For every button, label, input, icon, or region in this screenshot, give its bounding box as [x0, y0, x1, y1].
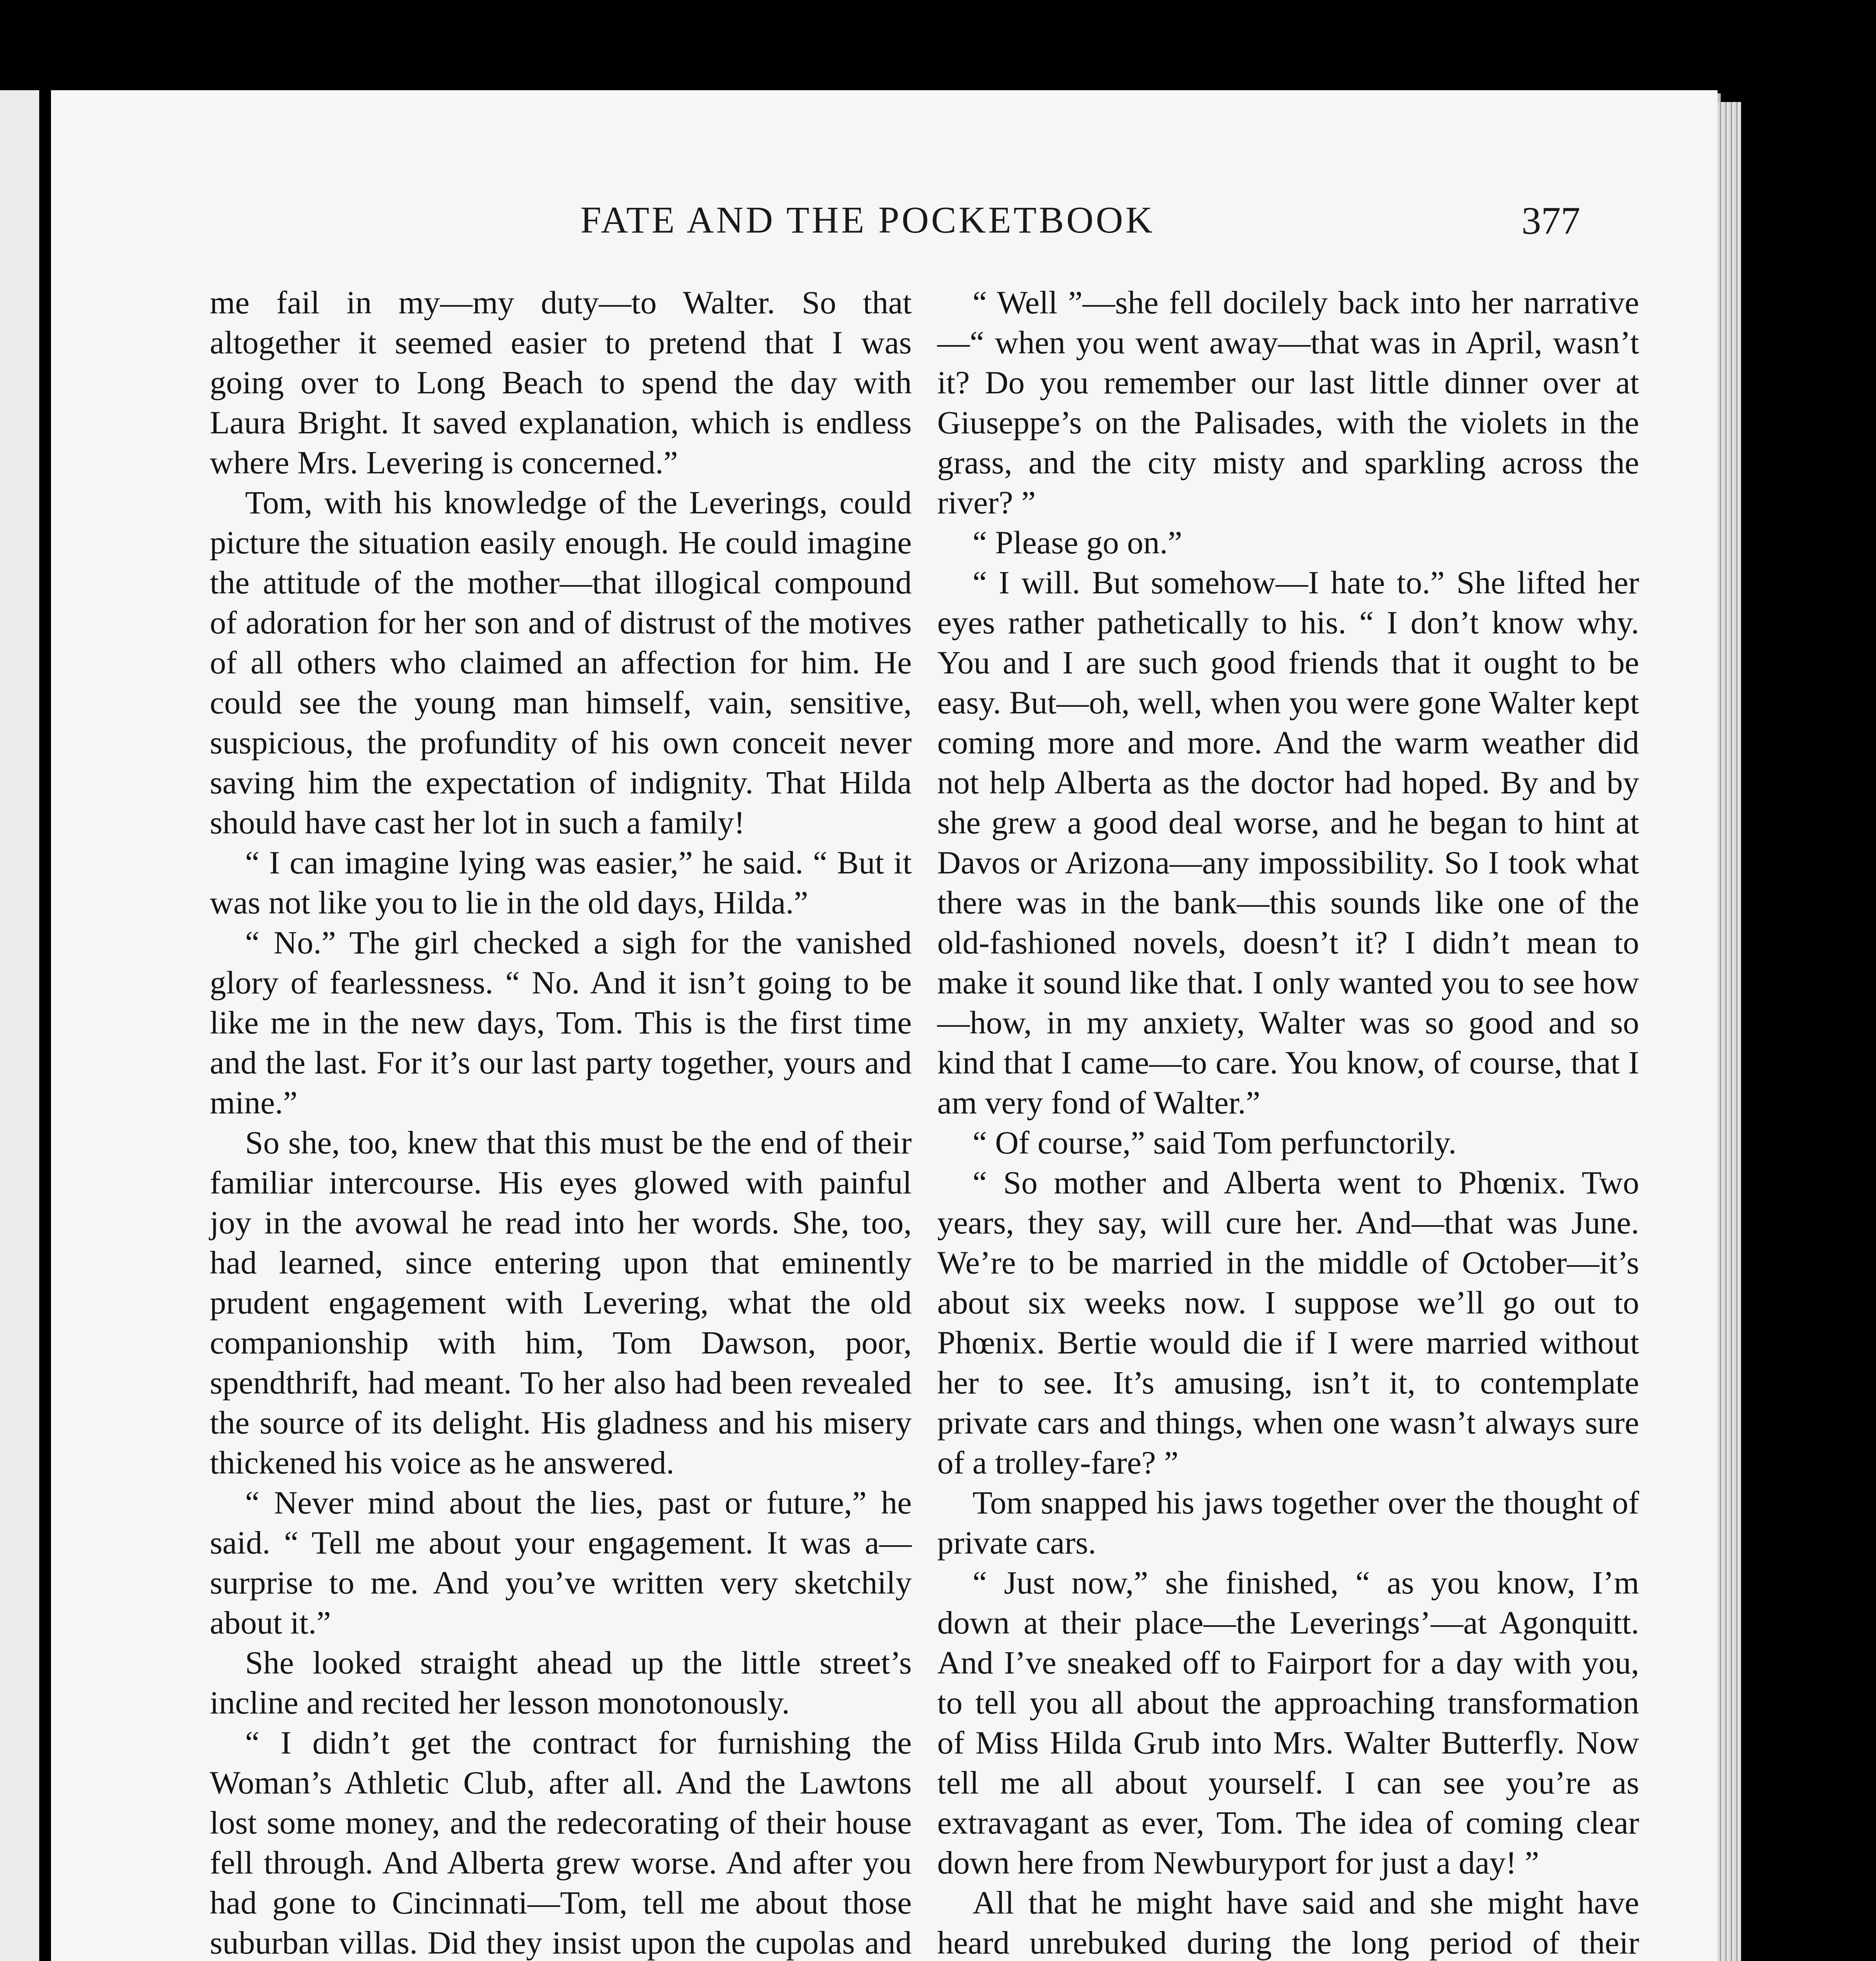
- right-column: [937, 282, 1639, 1961]
- paragraph: “ No.” The girl checked a sigh for the vanished glory of fearlessness. “ No. And it isn’t going to be like me in the new days, Tom. This is the first time and the last. For it’s our last party together, yours and mine.”: [210, 924, 912, 1121]
- paragraph: “ Never mind about the lies, past or future,” he said. “ Tell me about your engagement. It was a—surprise to me. And you’ve written very sketchily about it.”: [210, 1484, 912, 1641]
- paragraph: me fail in my—my duty—to Walter. So that altogether it seemed easier to pretend that I was going over to Long Beach to spend the day with Laura Bright. It saved explanation, which is endless where Mrs. Levering is concerned.”: [210, 284, 912, 480]
- paragraph: She looked straight ahead up the little street’s incline and recited her lesson monotonously.: [210, 1644, 912, 1721]
- page-number: 377: [1522, 199, 1580, 242]
- running-head: FATE AND THE POCKETBOOK: [580, 199, 1155, 241]
- paragraph: “ Well ”—she fell docilely back into her narrative—“ when you went away—that was in April, wasn’t it? Do you remember our last little dinner over at Giuseppe’s on the Palisades, with the violets in the grass, and the city misty and sparkling across the river? ”: [937, 284, 1639, 520]
- paragraph: So she, too, knew that this must be the end of their familiar intercourse. His eyes glowed with painful joy in the avowal he read into her words. She, too, had learned, since entering upon that eminently prudent engagement with Levering, what the old companionship with him, Tom Dawson, poor, spendthrift, had meant. To her also had been revealed the source of its delight. His gladness and his misery thickened his voice as he answered.: [210, 1124, 912, 1481]
- paragraph: All that he might have said and she might have heard unrebuked during the long period of their: [937, 1885, 1639, 1961]
- paragraph: “ Please go on.”: [973, 524, 1182, 560]
- page-stack-edge: [1718, 102, 1741, 1961]
- paragraph: “ I can imagine lying was easier,” he said. “ But it was not like you to lie in the old days, Hilda.”: [210, 844, 912, 920]
- paragraph: “ Just now,” she finished, “ as you know, I’m down at their place—the Leverings’—at Agonquitt. And I’ve sneaked off to Fairport for a day with you, to tell you all about the approaching transformation of Miss Hilda Grub into Mrs. Walter Butterfly. Now tell me all about yourself. I can see you’re as extravagant as ever, Tom. The idea of coming clear down here from Newburyport for just a day! ”: [937, 1564, 1639, 1881]
- paragraph: “ Of course,” said Tom perfunctorily.: [973, 1124, 1457, 1161]
- paragraph: Tom, with his knowledge of the Leverings, could picture the situation easily enough. He could imagine the attitude of the mother—that illogical compound of adoration for her son and of distrust of the motives of all others who claimed an affection for him. He could see the young man himself, vain, sensitive, suspicious, the profundity of his own conceit never saving him the expectation of indignity. That Hilda should have cast her lot in such a family!: [210, 484, 912, 840]
- paragraph: “ I will. But somehow—I hate to.” She lifted her eyes rather pathetically to his. “ I don’t know why. You and I are such good friends that it ought to be easy. But—oh, well, when you were gone Walter kept coming more and more. And the warm weather did not help Alberta as the doctor had hoped. By and by she grew a good deal worse, and he began to hint at Davos or Arizona—any impossibility. So I took what there was in the bank—this sounds like one of the old-fashioned novels, doesn’t it? I didn’t mean to make it sound like that. I only wanted you to see how—how, in my anxiety, Walter was so good and so kind that I came—to care. You know, of course, that I am very fond of Walter.”: [937, 564, 1639, 1121]
- paragraph: Tom snapped his jaws together over the thought of private cars.: [937, 1484, 1639, 1561]
- left-column: [210, 282, 912, 1961]
- paragraph: “ So mother and Alberta went to Phœnix. Two years, they say, will cure her. And—that was June. We’re to be married in the middle of October—it’s about six weeks now. I suppose we’ll go out to Phœnix. Bertie would die if I were married without her to see. It’s amusing, isn’t it, to contemplate private cars and things, when one wasn’t always sure of a trolley-fare? ”: [937, 1164, 1639, 1481]
- paragraph: “ I didn’t get the contract for furnishing the Woman’s Athletic Club, after all. And the Lawtons lost some money, and the redecorating of their house fell through. And Alberta grew worse. And after you had gone to Cincinnati—Tom, tell me about those suburban villas. Did they insist upon the cupolas and: [210, 1725, 912, 1961]
- facing-page-edge: [0, 90, 39, 1961]
